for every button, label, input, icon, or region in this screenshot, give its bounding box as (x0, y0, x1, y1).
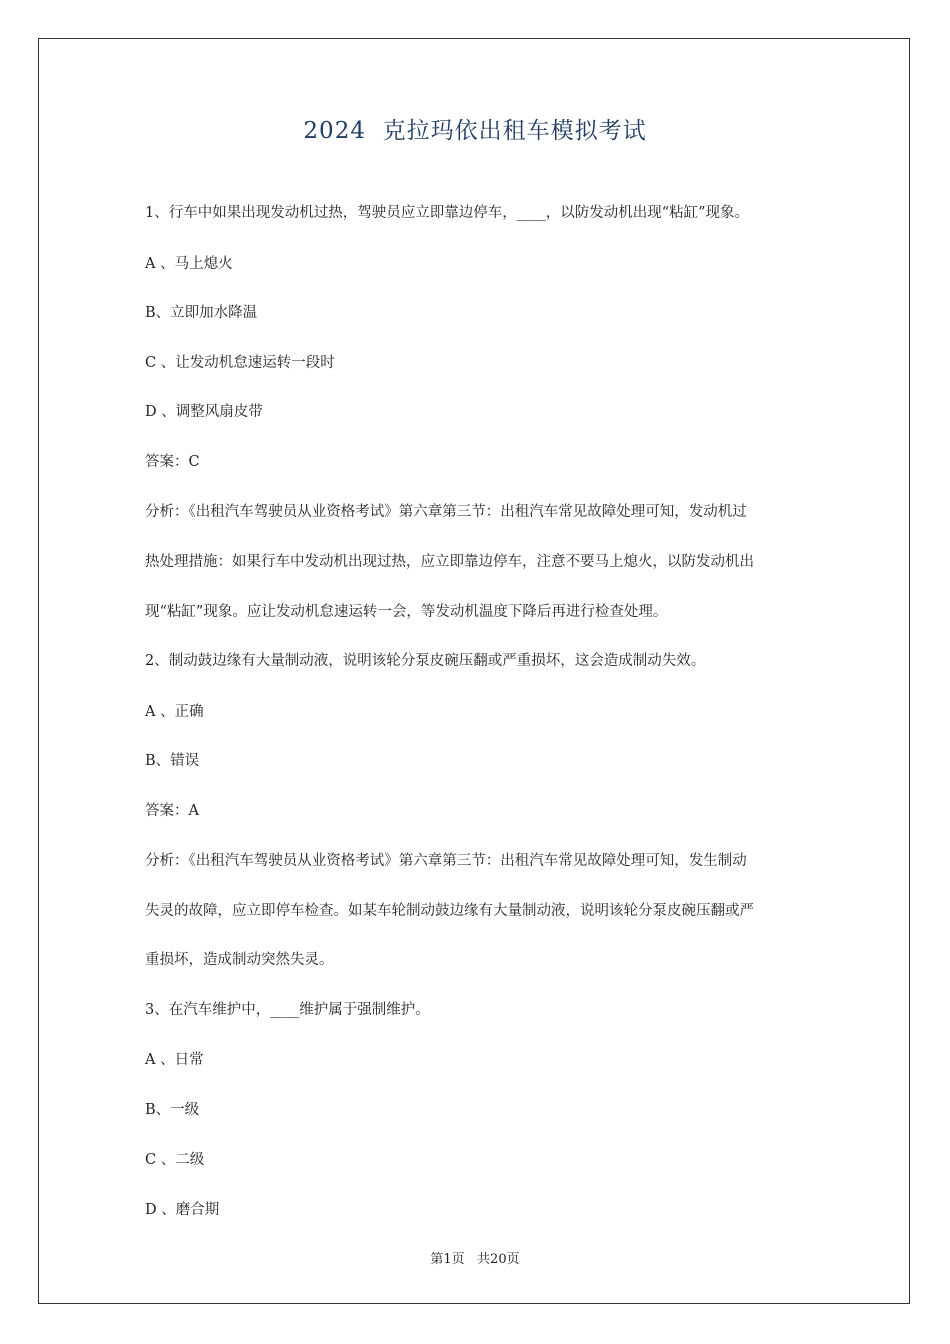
question-2-text: 2、制动鼓边缘有大量制动液，说明该轮分泵皮碗压翻或严重损坏，这会造成制动失效。 (145, 653, 706, 669)
question-3-option-a: A 、日常 (145, 1052, 204, 1068)
question-1-answer: 答案：C (145, 454, 200, 470)
question-2-analysis-line: 失灵的故障，应立即停车检查。如某车轮制动鼓边缘有大量制动液，说明该轮分泵皮碗压翻或严 (145, 903, 754, 919)
question-3-text: 3、在汽车维护中，____维护属于强制维护。 (145, 1002, 430, 1018)
question-1-analysis-line: 现“粘缸”现象。应让发动机怠速运转一会，等发动机温度下降后再进行检查处理。 (145, 604, 668, 620)
question-1-option-c: C 、让发动机怠速运转一段时 (145, 355, 335, 371)
question-2-option-a: A 、正确 (145, 704, 204, 720)
question-2-answer: 答案：A (145, 803, 199, 819)
document-title: 2024 克拉玛依出租车模拟考试 (303, 118, 647, 144)
question-1-option-a: A 、马上熄火 (145, 256, 233, 272)
question-2-analysis-line: 分析：《出租汽车驾驶员从业资格考试》第六章第三节：出租汽车常见故障处理可知，发生制动 (145, 853, 747, 869)
question-1-option-d: D 、调整风扇皮带 (145, 404, 263, 420)
question-1-analysis-line: 热处理措施：如果行车中发动机出现过热，应立即靠边停车，注意不要马上熄火，以防发动机出 (145, 554, 754, 570)
question-3-option-d: D 、磨合期 (145, 1202, 220, 1218)
question-3-option-c: C 、二级 (145, 1152, 205, 1168)
question-2-option-b: B、错误 (145, 753, 200, 769)
question-2-analysis-line: 重损坏，造成制动突然失灵。 (145, 952, 334, 968)
page-footer: 第1页 共20页 (430, 1252, 520, 1267)
question-1-option-b: B、立即加水降温 (145, 305, 258, 321)
question-3-option-b: B、一级 (145, 1102, 200, 1118)
question-1-analysis-line: 分析：《出租汽车驾驶员从业资格考试》第六章第三节：出租汽车常见故障处理可知，发动机过 (145, 504, 747, 520)
question-1-text: 1、行车中如果出现发动机过热，驾驶员应立即靠边停车，____，以防发动机出现“粘缸”现象。 (145, 205, 750, 221)
